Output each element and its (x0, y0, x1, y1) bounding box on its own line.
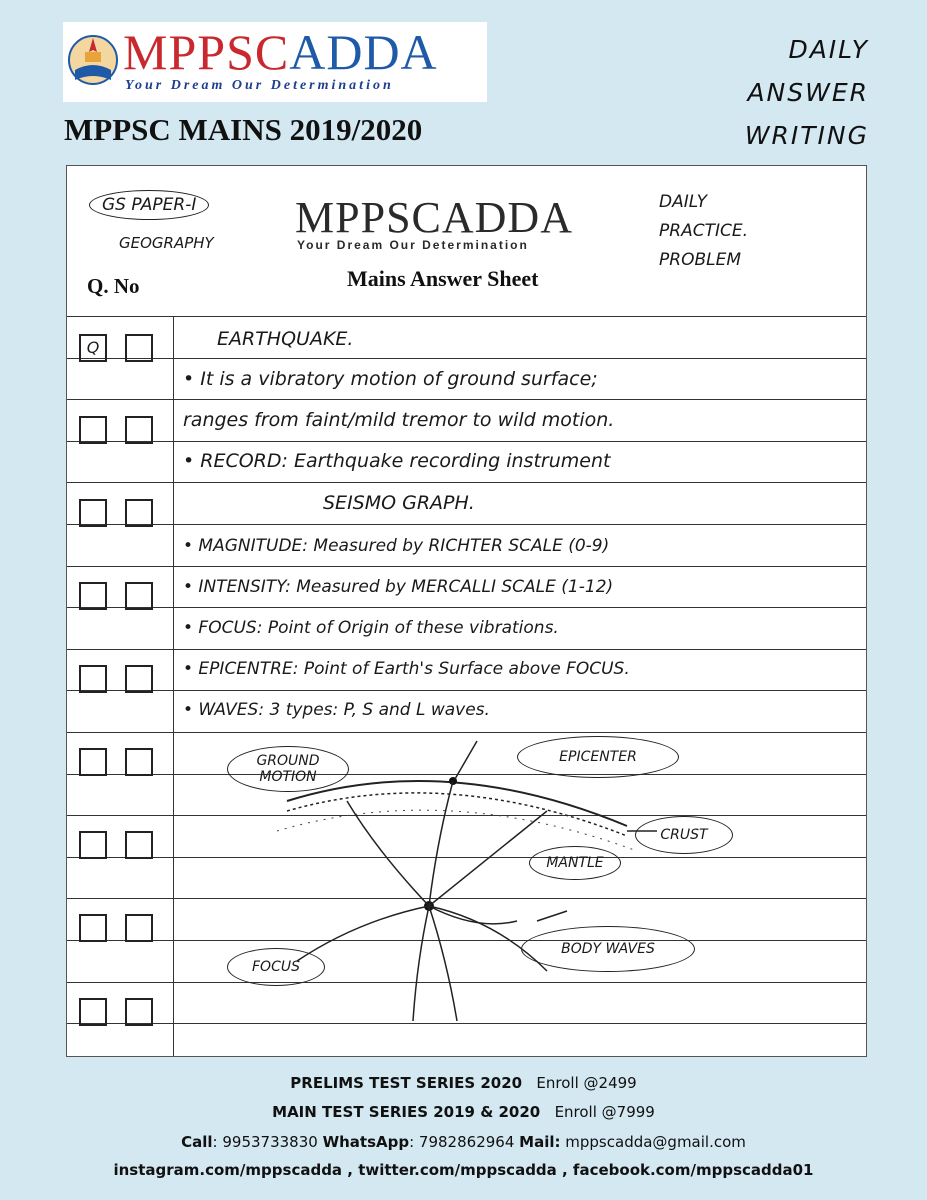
ground-surface-line (287, 781, 627, 826)
mains-enroll: Enroll @7999 (554, 1103, 655, 1121)
prelims-line (0, 1074, 927, 1092)
body-wave-ray (297, 906, 429, 961)
body-wave-ray (413, 906, 429, 1021)
qno-box (125, 914, 153, 942)
call-label: Call (181, 1133, 213, 1151)
qno-box (79, 416, 107, 444)
rule-line (67, 524, 866, 525)
pointer-arrow (455, 741, 477, 779)
rule-line (67, 441, 866, 442)
focus-label: FOCUS (227, 948, 325, 986)
body-waves-label: BODY WAVES (521, 926, 695, 972)
ground-label: GROUND (256, 753, 320, 769)
dpp-line: PRACTICE. (659, 221, 748, 241)
qno-box (125, 334, 153, 362)
qno-box (79, 582, 107, 610)
answer-line: • EPICENTRE: Point of Earth's Surface above FOCUS. (183, 659, 630, 679)
qno-box (125, 416, 153, 444)
brand-logo (63, 22, 487, 102)
qno-box (125, 748, 153, 776)
qno-box (79, 665, 107, 693)
qno-box (125, 665, 153, 693)
answer-line: • RECORD: Earthquake recording instrument (183, 450, 611, 472)
rule-line (67, 607, 866, 608)
qno-label: Q. No (87, 274, 140, 298)
mail-label: Mail: (519, 1133, 561, 1151)
sheet-title: Mains Answer Sheet (347, 266, 539, 291)
qno-box (125, 998, 153, 1026)
whatsapp-label: WhatsApp (322, 1133, 410, 1151)
epicenter-label: EPICENTER (517, 736, 679, 778)
crust-label: CRUST (635, 816, 733, 854)
answer-heading: EARTHQUAKE. (217, 328, 354, 350)
mantle-boundary (277, 810, 637, 851)
qno-box (79, 914, 107, 942)
sheet-tagline: Your Dream Our Determination (297, 238, 529, 252)
prelims-label: PRELIMS TEST SERIES 2020 (290, 1074, 523, 1092)
qno-box (79, 499, 107, 527)
qno-box (79, 998, 107, 1026)
prelims-enroll: Enroll @2499 (536, 1074, 637, 1092)
whatsapp-value: : 7982862964 (409, 1133, 515, 1151)
qno-box (125, 582, 153, 610)
answer-line: • FOCUS: Point of Origin of these vibrations. (183, 618, 559, 638)
logo-brand-text: MPPSCADDA (123, 24, 438, 80)
answer-line: ANSWER (747, 78, 869, 107)
dpp-line: PROBLEM (659, 250, 741, 270)
mail-value[interactable]: mppscadda@gmail.com (565, 1133, 746, 1151)
body-wave-ray (347, 801, 429, 906)
contact-line (0, 1133, 927, 1151)
answer-line: SEISMO GRAPH. (323, 492, 475, 514)
mantle-label: MANTLE (529, 846, 621, 880)
qno-box (125, 831, 153, 859)
mains-line (0, 1103, 927, 1121)
answer-line: • WAVES: 3 types: P, S and L waves. (183, 700, 490, 720)
mains-label: MAIN TEST SERIES 2019 & 2020 (272, 1103, 541, 1121)
exam-title: MPPSC MAINS 2019/2020 (64, 112, 423, 147)
subject-label: GEOGRAPHY (119, 234, 214, 252)
answer-line: ranges from faint/mild tremor to wild motion. (183, 409, 615, 431)
daily-practice-problem (659, 188, 748, 275)
book-emblem-icon (67, 30, 119, 94)
answer-line: • MAGNITUDE: Measured by RICHTER SCALE (0-9) (183, 536, 610, 556)
margin-line (173, 316, 174, 1056)
qno-box: Q (79, 334, 107, 362)
logo-tagline: Your Dream Our Determination (125, 78, 394, 93)
rule-line (67, 399, 866, 400)
call-value: : 9953733830 (212, 1133, 318, 1151)
body-wave-ray (429, 906, 457, 1021)
gs-paper-label: GS PAPER-I (89, 190, 209, 220)
motion-label: MOTION (259, 769, 317, 785)
answer-line: • It is a vibratory motion of ground surface; (183, 368, 598, 390)
body-wave-ray (429, 781, 453, 906)
qno-box (79, 748, 107, 776)
answer-sheet (66, 165, 867, 1057)
sheet-brand: MPPSCADDA (295, 193, 573, 242)
qno-box (125, 499, 153, 527)
writing-line: WRITING (744, 121, 869, 150)
ground-motion-label (227, 746, 349, 792)
daily-answer-writing (745, 28, 869, 157)
crust-boundary (287, 793, 627, 836)
rule-line (67, 690, 866, 691)
qno-box (79, 831, 107, 859)
answer-line: • INTENSITY: Measured by MERCALLI SCALE (1-12) (183, 577, 614, 597)
rule-line (67, 566, 866, 567)
daily-line: DAILY (788, 35, 869, 64)
rule-line (67, 316, 866, 317)
rule-line (67, 649, 866, 650)
social-links[interactable]: instagram.com/mppscadda , twitter.com/mppscadda , facebook.com/mppscadda01 (113, 1161, 814, 1179)
pointer-arrow (537, 911, 567, 921)
dpp-line: DAILY (659, 192, 707, 212)
rule-line (67, 358, 866, 359)
rule-line (67, 482, 866, 483)
